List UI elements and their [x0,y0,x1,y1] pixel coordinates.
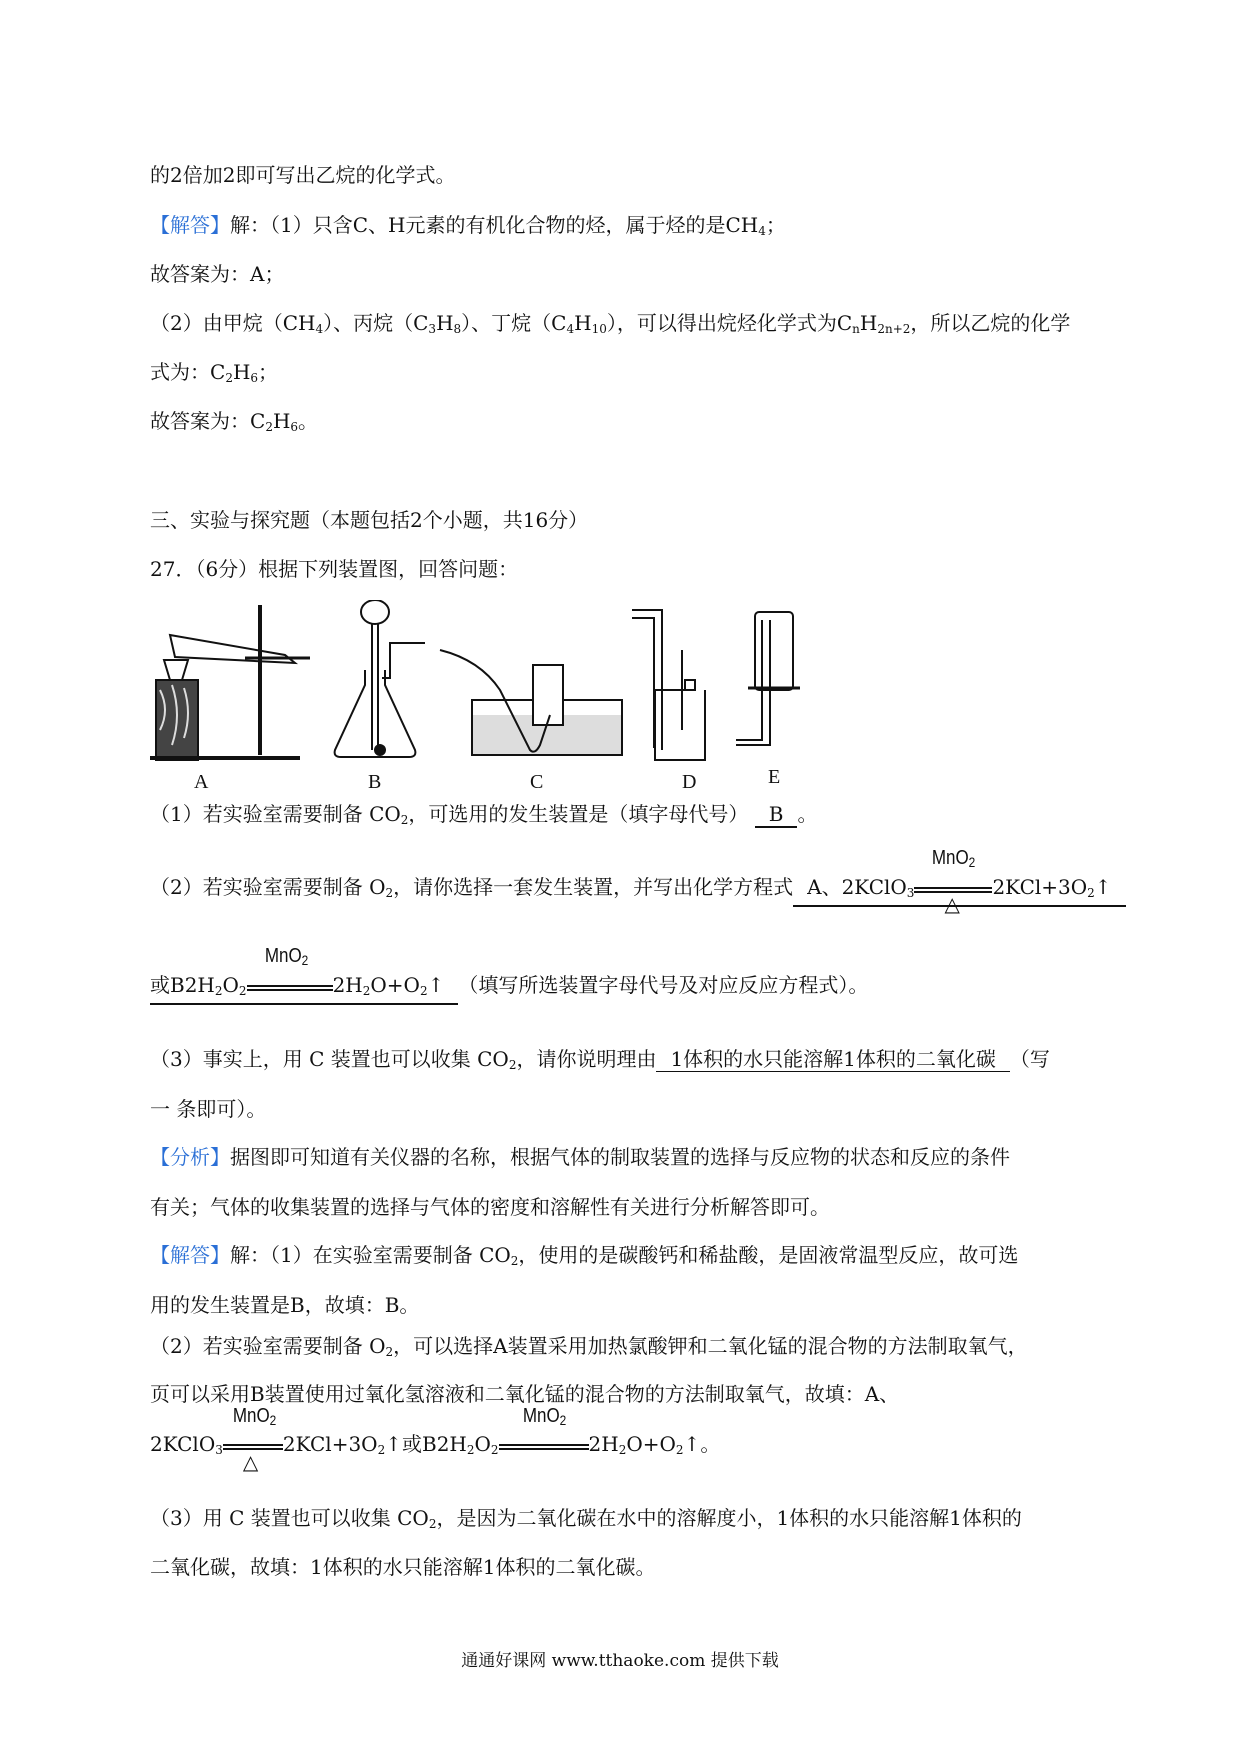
sub: 4 [758,224,766,238]
question-3: （3）事实上，用 C 装置也可以收集 $CO_2$，请你说明理由 1体积的水只能溶解1体积的二氧化碳 （写 [150,1047,1050,1072]
t: 2KCl+3O [992,875,1088,899]
t: ； [258,360,279,384]
catalyst: MnO$_2$ [264,944,308,968]
analysis-tag: 【分析】 [150,1145,230,1169]
t: 故答案为：C [150,409,266,433]
text-line: 一 条即可）。 [150,1097,267,1121]
text-line [150,359,278,391]
apparatus-c [440,650,622,755]
answer-line [150,212,786,244]
sub: n [852,322,860,336]
t: ，请你选择一套发生装置，并写出化学方程式 [393,875,794,899]
sub: 3 [906,886,915,900]
label-a: A [194,771,209,790]
reaction-condition [247,944,333,1000]
t: A、2KClO [807,875,907,899]
t: ）、丙烷（C [323,311,429,335]
t: ，请你说明理由 [516,1047,657,1071]
section-title: 三、实验与探究题（本题包括2个小题，共16分） [150,508,589,532]
sub: 4 [566,322,575,336]
sub: 10 [591,322,607,336]
t: （2）若实验室需要制备 O [150,1334,386,1358]
sub: 6 [290,420,299,434]
sub: 2 [385,886,394,900]
question-1 [150,801,817,833]
sub: 4 [315,322,324,336]
t: ），可以得出烷烃化学式为C [606,311,853,335]
label-d: D [682,771,697,790]
analysis-line [150,1144,1010,1170]
t: ，可选用的发生装置是（填字母代号） [408,802,749,826]
text-line: 故答案为：A； [150,262,285,286]
label-c: C [530,771,544,790]
t: H [232,360,251,384]
t: H [574,311,592,335]
footer: 通通好课网 www.tthaoke.com 提供下载 [461,1651,779,1671]
text-line [150,408,318,440]
text-line: 用的发生装置是B，故填：B。 [150,1293,420,1317]
text-line: 有关；气体的收集装置的选择与气体的密度和溶解性有关进行分析解答即可。 [150,1195,830,1219]
answer-tag: 【解答】 [150,213,230,237]
apparatus-d [632,610,705,760]
question-title: 27．（6分）根据下列装置图，回答问题： [150,557,519,581]
t: H [436,311,454,335]
t: 。 [298,409,319,433]
t: （2）若实验室需要制备 O [150,875,386,899]
sub: 6 [250,371,259,385]
t: ，使用的是碳酸钙和稀盐酸，是固液常温型反应，故可选 [518,1243,1019,1267]
t: 。 [797,802,818,826]
catalyst: MnO$_2$ [932,846,976,870]
t: ，是因为二氧化碳在水中的溶解度小，1体积的水只能溶解1体积的 [436,1506,1022,1530]
heat-symbol: △ [944,891,960,916]
apparatus-figure [150,600,910,790]
text-line: 二氧化碳，故填：1体积的水只能溶解1体积的二氧化碳。 [150,1555,656,1579]
sub: 2 [265,420,273,434]
sub: 2 [1087,886,1095,900]
text: 解：（1）只含C、H元素的有机化合物的烃，属于烃的是CH [230,213,759,237]
reaction-condition [914,846,992,916]
catalyst: MnO$_2$ [232,1404,277,1428]
t: H [859,311,878,335]
t: （3）用 C 装置也可以收集 CO [150,1506,429,1530]
answer-tag: 【解答】 [150,1243,230,1267]
t: 据图即可知道有关仪器的名称，根据气体的制取装置的选择与反应物的状态和反应的条件 [230,1145,1010,1169]
answer-blank: B [755,802,798,828]
text: ； [765,213,786,237]
sub: 3 [428,322,437,336]
label-e: E [768,766,781,788]
solution-line: 【解答】解：（1）在实验室需要制备 $CO_2$，使用的是碳酸钙和稀盐酸，是固液常温型反应，故可选 [150,1243,1019,1268]
apparatus-a [150,605,310,760]
t: ↑ [1094,875,1112,899]
text-line: （2）若实验室需要制备 $O_2$，可以选择A装置采用加热氯酸钾和二氧化锰的混合物的方法制取氧气， [150,1334,1028,1359]
t: （1）若实验室需要制备 CO [150,802,401,826]
t: （写 [1009,1047,1050,1071]
t: ）、丁烷（C [461,311,567,335]
sub: 2 [225,371,233,385]
answer-blank: 1体积的水只能溶解1体积的二氧化碳 [656,1047,1009,1072]
sub: 2 [400,813,409,827]
t: 式为：C [150,360,226,384]
t: （2）由甲烷（CH [150,311,316,335]
t: H [272,409,291,433]
text-line [150,310,1070,342]
t: （填写所选装置字母代号及对应反应方程式）。 [458,973,869,997]
text-line: 页可以采用B装置使用过氧化氢溶液和二氧化锰的混合物的方法制取氧气，故填：A、 [150,1382,900,1406]
t: 解：（1）在实验室需要制备 CO [230,1243,511,1267]
label-b: B [368,771,382,790]
t: （3）事实上，用 C 装置也可以收集 CO [150,1047,509,1071]
sub: 8 [453,322,462,336]
question-2 [150,846,1126,916]
t: 或B2H [150,973,215,997]
apparatus-b [335,600,425,757]
text-line: 的2倍加2即可写出乙烷的化学式。 [150,163,456,187]
t: ，可以选择A装置采用加热氯酸钾和二氧化锰的混合物的方法制取氧气， [393,1334,1028,1358]
catalyst: MnO$_2$ [522,1404,566,1428]
answer-blank: 或$B2H_2O_2$ MnO$_2$ $2H_2O+O_2↑$ [150,973,458,1005]
equation-line: 2KClO$_3$ MnO$_2$ △ $2KCl+3O_2↑$或$B2H_2O_2$ MnO$_2$ $2H_2O+O_2↑$。 [150,1404,721,1474]
question-2-cont [150,944,869,1005]
t: ，所以乙烷的化学 [910,311,1071,335]
sub: 2n+2 [877,322,911,336]
reaction-condition [223,1404,283,1474]
heat-symbol: △ [242,1449,259,1474]
apparatus-e [736,612,800,745]
t: 2KClO [150,1432,216,1456]
reaction-condition [499,1404,589,1459]
answer-blank [793,846,1125,916]
text-line: （3）用 C 装置也可以收集 $CO_2$，是因为二氧化碳在水中的溶解度小，1体积的水只能溶解1体积的 [150,1506,1022,1531]
